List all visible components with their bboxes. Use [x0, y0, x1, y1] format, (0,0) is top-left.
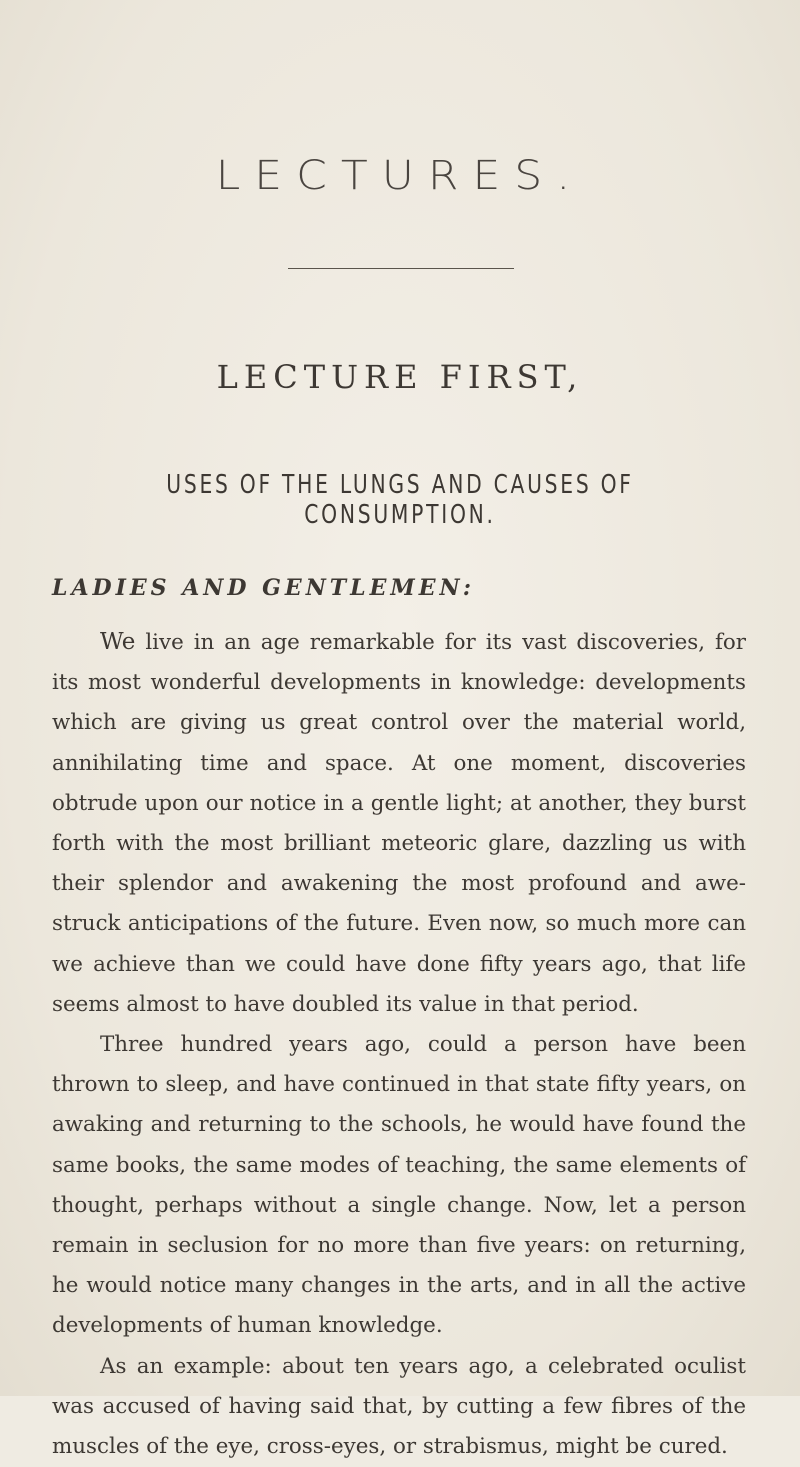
paragraph-text: Three hundred years ago, could a person have been thrown to sleep, and have continued in that state fifty years, on awaking and returning to the schools, he would have found the same books, the same modes of teaching, the same elements of thought, perhaps without a single change. Now, let a person remain in seclusion for no more than five years: on returning, he would notice many changes in the arts, and in all the active developments of human knowledge.: [52, 1032, 746, 1339]
running-head: LECTURES.: [215, 152, 585, 199]
paragraph-text: As an example: about ten years ago, a celebrated oculist was accused of having said that, by cutting a few fibres of the muscles of the eye, cross-eyes, or strabismus, might be cured.: [52, 1353, 746, 1460]
paragraph-2: [52, 1025, 746, 1347]
paragraph-lead: We: [100, 629, 136, 655]
paragraph-text: live in an age remarkable for its vast discoveries, for its most wonderful developments in knowledge: developments which are giving us great control over the material world, annihilating time and space. At one moment, discoveries obtrude upon our notice in a gentle light; at another, they burst forth with the most brilliant meteoric glare, dazzling us with their splendor and awakening the most profound and awe-struck anticipations of the future. Even now, so much more can we achieve than we could have done fifty years ago, that life seems almost to have doubled its value in that period.: [52, 630, 746, 1017]
paragraph-1: [52, 622, 746, 1025]
lecture-subtitle: USES OF THE LUNGS AND CAUSES OF CONSUMPTION.: [166, 470, 634, 530]
body-text: [52, 622, 746, 1467]
title-rule: [288, 268, 514, 269]
paragraph-3: [52, 1347, 746, 1467]
lecture-title: LECTURE FIRST,: [216, 358, 584, 396]
salutation: LADIES AND GENTLEMEN:: [52, 575, 475, 601]
